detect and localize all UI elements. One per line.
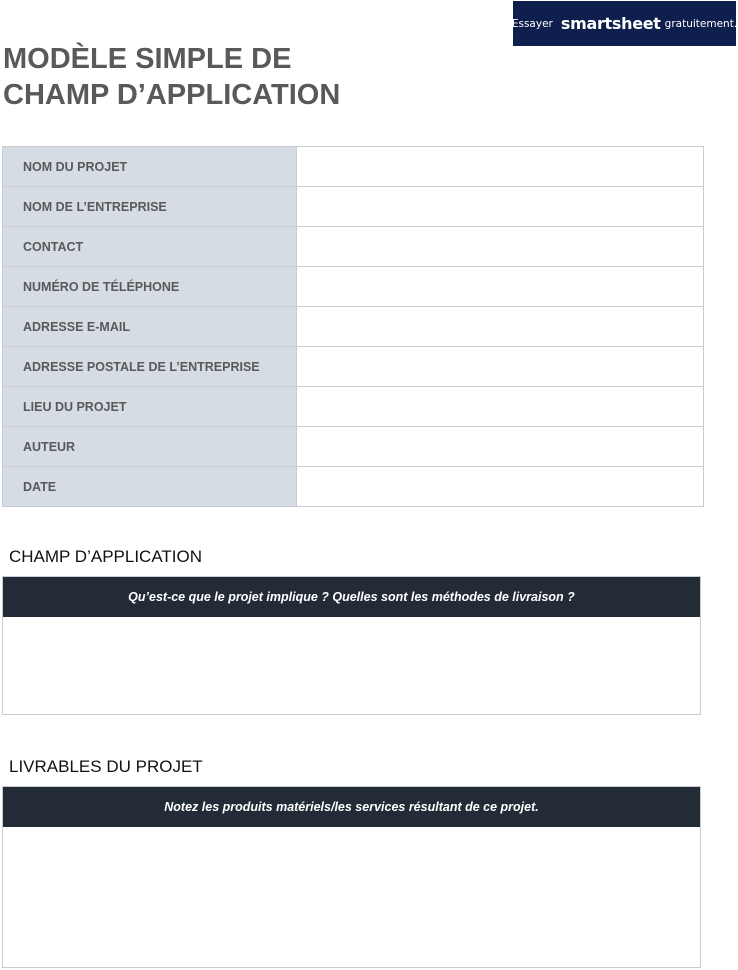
field-label: NUMÉRO DE TÉLÉPHONE xyxy=(3,267,297,307)
table-row xyxy=(3,147,704,187)
deliverables-text-area[interactable] xyxy=(3,827,700,967)
field-value-input[interactable] xyxy=(297,427,704,467)
field-label: CONTACT xyxy=(3,227,297,267)
table-row xyxy=(3,307,704,347)
field-value-input[interactable] xyxy=(297,307,704,347)
table-row xyxy=(3,347,704,387)
field-label: ADRESSE POSTALE DE L’ENTREPRISE xyxy=(3,347,297,387)
table-row xyxy=(3,387,704,427)
banner-suffix: gratuitement. xyxy=(664,17,738,30)
field-value-input[interactable] xyxy=(297,267,704,307)
field-label: LIEU DU PROJET xyxy=(3,387,297,427)
deliverables-heading: LIVRABLES DU PROJET xyxy=(9,757,203,776)
table-row xyxy=(3,187,704,227)
table-row xyxy=(3,467,704,507)
banner-brand: smartsheet xyxy=(560,14,661,33)
field-label: DATE xyxy=(3,467,297,507)
smartsheet-trial-banner[interactable] xyxy=(513,1,736,46)
scope-section xyxy=(2,576,701,715)
deliverables-section xyxy=(2,786,701,968)
scope-text-area[interactable] xyxy=(3,617,700,714)
field-label: AUTEUR xyxy=(3,427,297,467)
field-value-input[interactable] xyxy=(297,227,704,267)
field-value-input[interactable] xyxy=(297,387,704,427)
field-label: ADRESSE E-MAIL xyxy=(3,307,297,347)
scope-heading: CHAMP D’APPLICATION xyxy=(9,547,203,566)
field-label: NOM DE L’ENTREPRISE xyxy=(3,187,297,227)
table-row xyxy=(3,427,704,467)
field-value-input[interactable] xyxy=(297,187,704,227)
table-row xyxy=(3,267,704,307)
scope-prompt-bar: Qu’est-ce que le projet implique ? Quelles sont les méthodes de livraison ? xyxy=(3,577,700,617)
page-title-line-1: MODÈLE SIMPLE DE xyxy=(3,43,292,75)
field-value-input[interactable] xyxy=(297,147,704,187)
project-info-table xyxy=(2,146,704,507)
banner-prefix: Essayer xyxy=(511,17,553,30)
page-title-line-2: CHAMP D’APPLICATION xyxy=(3,79,341,111)
field-value-input[interactable] xyxy=(297,347,704,387)
deliverables-prompt-bar: Notez les produits matériels/les services résultant de ce projet. xyxy=(3,787,700,827)
field-label: NOM DU PROJET xyxy=(3,147,297,187)
table-row xyxy=(3,227,704,267)
page-title xyxy=(3,41,340,113)
field-value-input[interactable] xyxy=(297,467,704,507)
